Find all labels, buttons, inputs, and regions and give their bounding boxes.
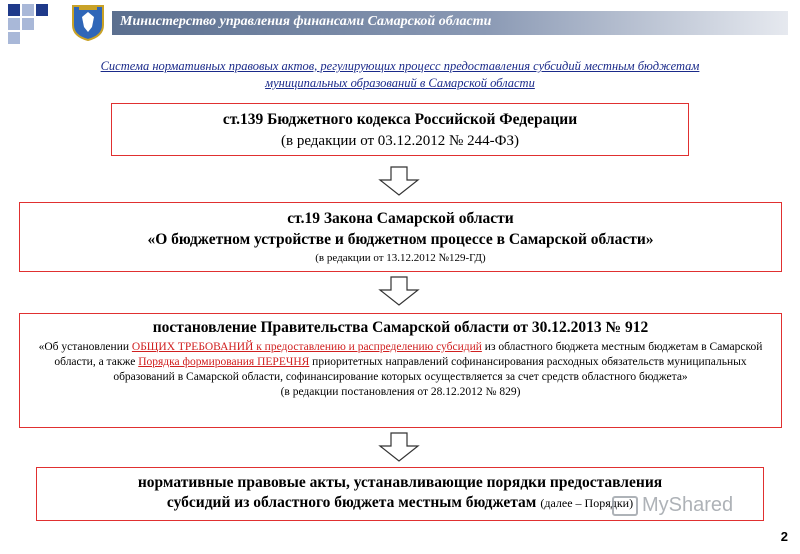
resolution-edition: (в редакции постановления от 28.12.2012 № 829) — [280, 386, 521, 398]
budget-code-title: ст.139 Бюджетного кодекса Российской Федерации — [222, 111, 578, 128]
general-requirements-link[interactable]: ОБЩИХ ТРЕБОВАНИЙ к предоставлению и распределению субсидий — [131, 341, 482, 353]
decor-square — [8, 4, 20, 16]
arrow-down-icon — [378, 276, 420, 306]
regulatory-acts-line-1: нормативные правовые акты, устанавливающие порядки предоставления — [137, 474, 663, 491]
coat-of-arms-icon — [70, 3, 106, 41]
watermark — [612, 494, 733, 517]
regional-law-box — [19, 202, 782, 272]
budget-code-edition: (в редакции от 03.12.2012 № 244-ФЗ) — [281, 133, 519, 149]
resolution-description — [38, 340, 763, 385]
decor-square — [22, 4, 34, 16]
regional-law-edition: (в редакции от 13.12.2012 №129-ГД) — [315, 252, 486, 264]
resolution-title: постановление Правительства Самарской области от 30.12.2013 № 912 — [152, 319, 649, 336]
subtitle-line-2: муниципальных образований в Самарской области — [265, 76, 535, 90]
regional-law-title: ст.19 Закона Самарской области — [287, 210, 514, 227]
arrow-down-icon — [378, 166, 420, 196]
arrow-down-icon — [378, 432, 420, 462]
header-title: Министерство управления финансами Самарской области — [120, 14, 492, 29]
list-formation-link[interactable]: Порядка формирования ПЕРЕЧНЯ — [138, 356, 310, 368]
decor-square — [8, 18, 20, 30]
presentation-icon — [612, 496, 638, 516]
watermark-text: MyShared — [642, 494, 734, 516]
regional-law-subtitle: «О бюджетном устройстве и бюджетном процессе в Самарской области» — [147, 231, 654, 248]
decor-square — [8, 32, 20, 44]
budget-code-box — [111, 103, 689, 156]
page-number: 2 — [780, 529, 788, 544]
resolution-text-3: приоритетных направлений софинансирования расходных обязательств муниципальных образований в Самарской области, софинансирование которых осуществляется за счет средств областного бюджета» — [113, 356, 747, 383]
government-resolution-box — [19, 313, 782, 428]
resolution-text-1: «Об установлении — [38, 341, 132, 353]
resolution-text-2: из областного бюджета местным бюджетам в Самарской области, а также — [54, 341, 763, 368]
regulatory-acts-note: (далее – Порядки) — [540, 496, 634, 510]
decor-square — [22, 18, 34, 30]
decor-square — [36, 4, 48, 16]
header-bar — [112, 11, 788, 35]
subtitle-line-1: Система нормативных правовых актов, регулирующих процесс предоставления субсидий местным бюджетам — [100, 59, 700, 73]
regulatory-acts-line-2: субсидий из областного бюджета местным бюджетам — [166, 494, 537, 511]
page-subtitle — [30, 58, 770, 92]
